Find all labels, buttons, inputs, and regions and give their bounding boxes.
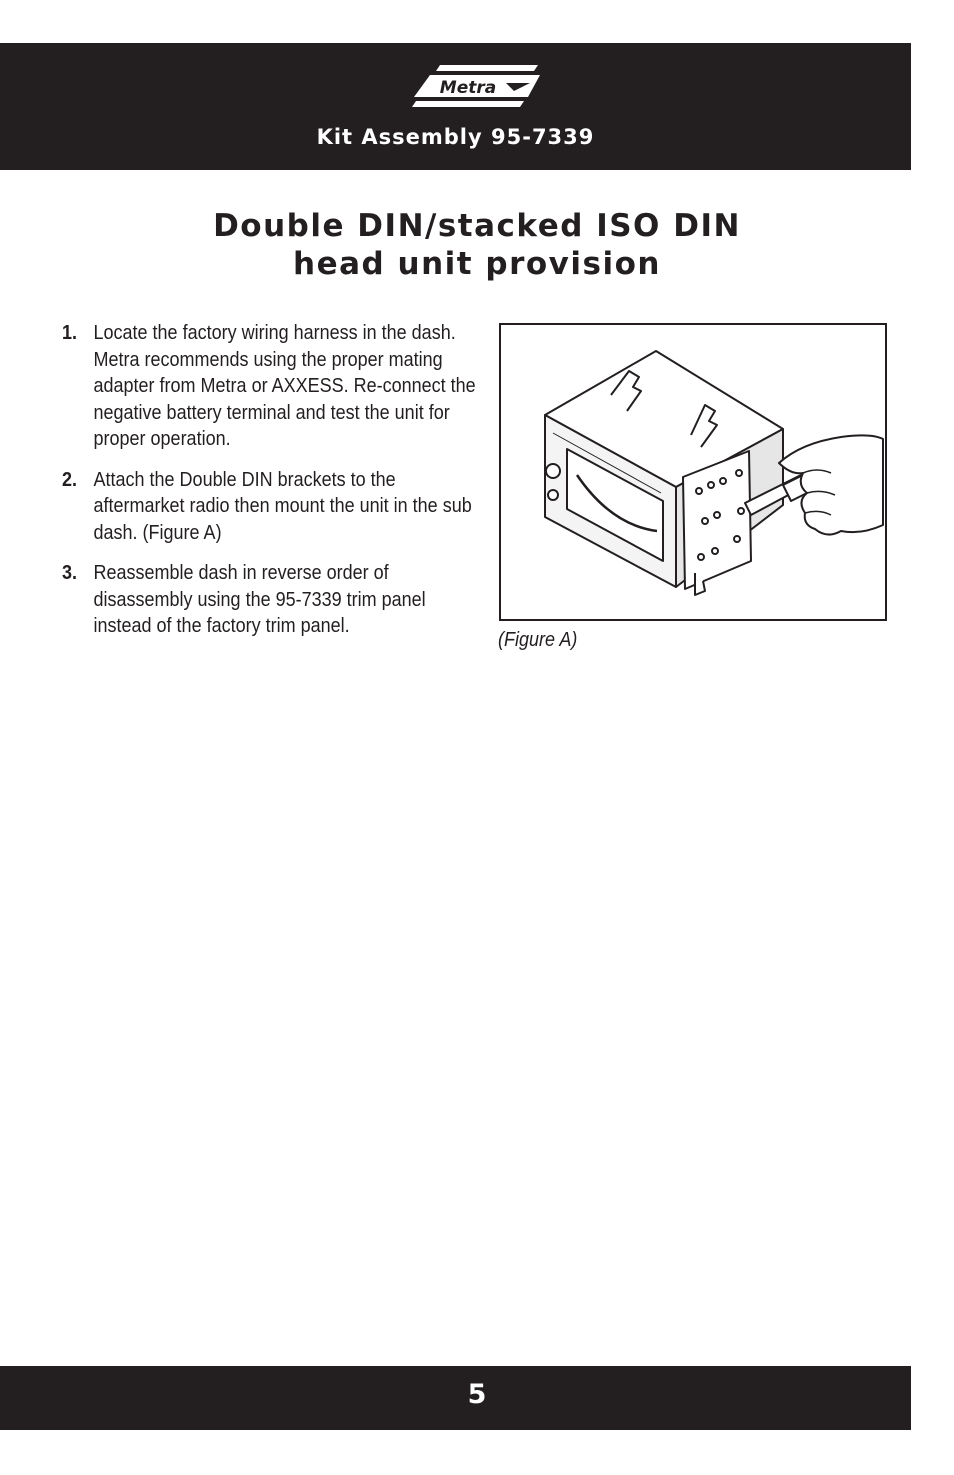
step-number: 3. [62,562,78,584]
figure-a-illustration [499,323,887,621]
instruction-steps [62,320,476,654]
page-title-line2: head unit provision [293,246,661,282]
kit-title: Kit Assembly 95-7339 [316,125,595,149]
svg-text:Metra: Metra [439,78,497,98]
step-2 [62,467,481,547]
page-number: 5 [467,1379,487,1410]
figure-caption: (Figure A) [498,629,578,651]
step-text: Locate the factory wiring harness in the dash. Metra recommends using the proper mating adapter from Metra or AXXESS. Re-connect the negative battery terminal and test the unit for proper operation. [93,322,476,450]
step-number: 2. [62,468,78,491]
step-number: 1. [62,322,78,344]
step-1 [62,320,481,453]
page-title [0,207,954,283]
step-3 [62,560,481,640]
header-bar [0,43,911,170]
footer-bar [0,1366,911,1430]
page-title-line1: Double DIN/stacked ISO DIN [213,208,741,244]
step-text: Reassemble dash in reverse order of disassembly using the 95-7339 trim panel instead of the factory trim panel. [93,562,426,637]
metra-logo [410,63,542,111]
step-text: Attach the Double DIN brackets to the aftermarket radio then mount the unit in the sub dash. (Figure A) [93,468,472,544]
